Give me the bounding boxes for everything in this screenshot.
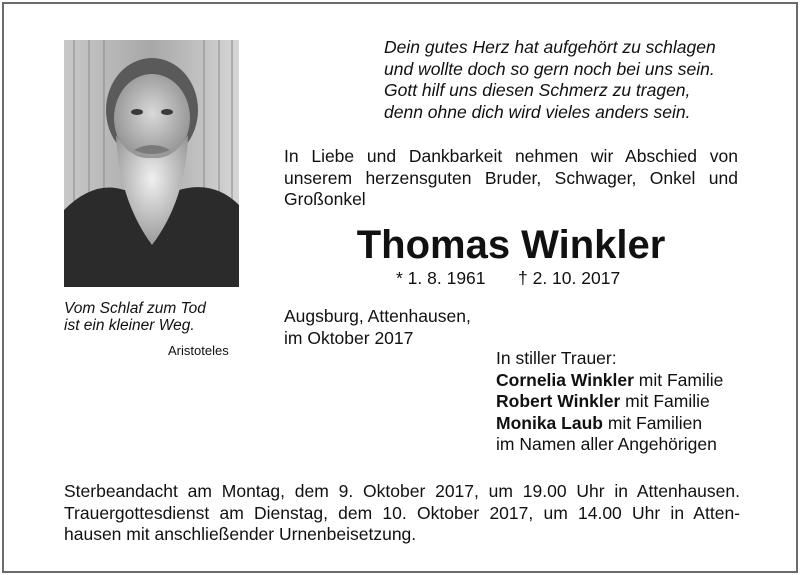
service-line: hausen mit anschließender Urnenbeisetzung. xyxy=(64,524,417,544)
caption-quote xyxy=(64,300,244,334)
caption-line: ist ein kleiner Weg. xyxy=(64,317,195,334)
death-date: † 2. 10. 2017 xyxy=(518,268,621,288)
mourner-name: Cornelia Winkler xyxy=(496,369,634,390)
deceased-name: Thomas Winkler xyxy=(356,223,666,267)
mourners-block xyxy=(496,348,723,456)
place-date xyxy=(284,306,471,349)
poem-line: und wollte doch so gern noch bei uns sein. xyxy=(384,58,715,79)
caption-author: Aristoteles xyxy=(168,343,229,358)
mourner-name: Robert Winkler xyxy=(496,391,621,411)
place-line: Augsburg, Attenhausen, xyxy=(284,306,471,326)
mourner-suffix: mit Familien xyxy=(602,412,703,433)
mourner-entry xyxy=(496,370,723,392)
mourners-heading: In stiller Trauer: xyxy=(496,348,617,368)
mourner-suffix: mit Familie xyxy=(620,391,710,411)
mourner-suffix: mit Familie xyxy=(633,369,724,390)
mourner-entry xyxy=(496,391,723,413)
birth-date: * 1. 8. 1961 xyxy=(396,268,486,288)
mourners-closing: im Namen aller Angehörigen xyxy=(496,434,717,454)
poem xyxy=(384,37,744,123)
mourner-entry xyxy=(496,413,723,435)
service-info xyxy=(64,481,740,546)
poem-line: denn ohne dich wird vieles anders sein. xyxy=(384,101,691,122)
date-line: im Oktober 2017 xyxy=(284,327,414,348)
portrait-image-icon xyxy=(64,40,239,287)
caption-line: Vom Schlaf zum Tod xyxy=(64,300,206,317)
mourner-name: Monika Laub xyxy=(496,412,603,433)
poem-line: Dein gutes Herz hat aufgehört zu schlagen xyxy=(384,37,716,57)
poem-line: Gott hilf uns diesen Schmerz zu tragen, xyxy=(384,80,691,100)
service-line: Trauergottesdienst am Dienstag, dem 10. Oktober 2017, um 14.00 Uhr in Atten- xyxy=(64,502,740,523)
portrait-photo xyxy=(64,40,239,287)
intro-text: In Liebe und Dankbarkeit nehmen wir Abschied von unserem herzensguten Bruder, Schwager, Onkel und Großonkel xyxy=(284,146,738,209)
service-line: Sterbeandacht am Montag, dem 9. Oktober 2017, um 19.00 Uhr in Attenhausen. xyxy=(64,481,740,501)
